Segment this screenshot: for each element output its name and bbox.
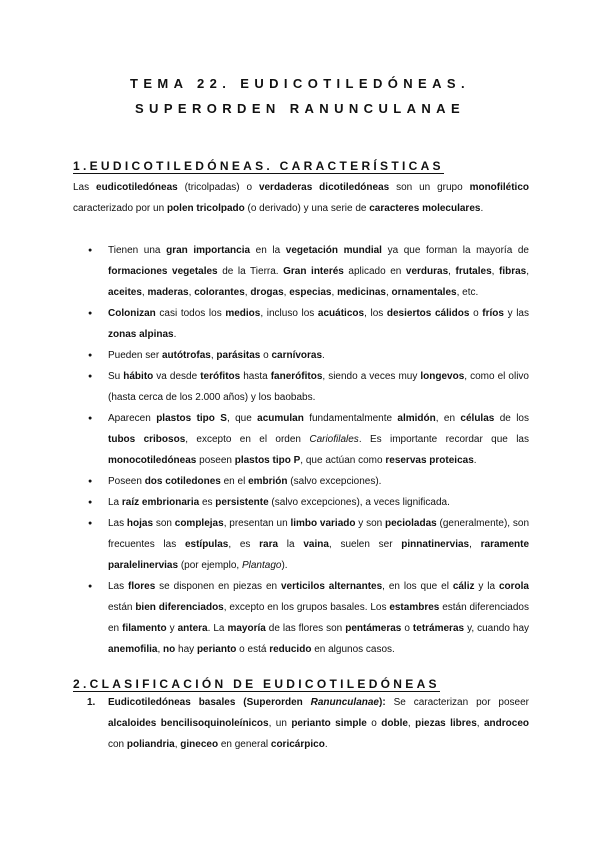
text-run: , que: [226, 413, 258, 424]
text-run: , un: [268, 718, 292, 729]
text-run: , suelen ser: [328, 539, 402, 550]
text-run: de los: [494, 413, 529, 424]
text-run: androceo: [484, 718, 530, 729]
text-run: medicinas: [337, 287, 386, 298]
text-run: ,: [385, 287, 392, 298]
text-run: desiertos cálidos: [386, 308, 470, 319]
text-run: , los: [364, 308, 387, 319]
text-run: hasta: [240, 371, 271, 382]
text-run: hábito: [123, 371, 154, 382]
text-run: reservas proteicas: [385, 455, 474, 466]
text-run: , en los que el: [382, 581, 453, 592]
text-run: y la: [474, 581, 499, 592]
text-run: caracterizado por un: [73, 203, 167, 214]
text-run: , incluso los: [260, 308, 318, 319]
text-run: coricárpico: [270, 739, 325, 750]
text-run: La: [108, 497, 122, 508]
text-run: Se caracterizan por poseer: [385, 697, 529, 708]
text-run: ya que forman la mayoría de: [381, 245, 529, 256]
text-run: longevos: [420, 371, 465, 382]
text-run: piezas libres: [415, 718, 477, 729]
text-run: terófitos: [200, 371, 241, 382]
text-run: hojas: [126, 518, 154, 529]
text-run: (generalmente), son frecuentes las: [108, 518, 530, 550]
text-run: ,: [407, 718, 416, 729]
text-run: de la Tierra.: [217, 266, 284, 277]
text-run: Su: [108, 371, 124, 382]
list-item: [73, 303, 529, 345]
text-run: almidón: [397, 413, 436, 424]
text-run: gineceo: [180, 739, 219, 750]
text-run: pinnatinervias: [401, 539, 470, 550]
text-run: se disponen en piezas en: [155, 581, 281, 592]
text-run: verduras: [405, 266, 449, 277]
classification-list: [73, 692, 529, 755]
text-run: (salvo excepciones).: [287, 476, 382, 487]
text-run: poseen: [196, 455, 235, 466]
document-title-line-1: TEMA 22. EUDICOTILEDÓNEAS.: [130, 76, 470, 91]
text-run: doble: [381, 718, 408, 729]
text-run: Eudicotiledóneas basales (Superorden: [108, 697, 311, 708]
text-run: .: [173, 329, 177, 340]
text-run: estambres: [389, 602, 440, 613]
text-run: caracteres moleculares: [369, 203, 481, 214]
list-item: [73, 366, 529, 408]
text-run: fundamentalmente: [303, 413, 398, 424]
text-run: fanerófitos: [270, 371, 323, 382]
text-run: , en: [435, 413, 461, 424]
text-run: corola: [498, 581, 529, 592]
text-run: (o derivado) y una serie de: [244, 203, 370, 214]
text-run: colorantes: [194, 287, 245, 298]
list-item: [73, 345, 529, 366]
text-run: en general: [218, 739, 271, 750]
text-run: ornamentales: [391, 287, 457, 298]
text-run: células: [460, 413, 495, 424]
text-run: estípulas: [184, 539, 229, 550]
list-item: [73, 692, 529, 755]
text-run: y, cuando hay: [464, 623, 530, 634]
section-1-heading: 1.EUDICOTILEDÓNEAS. CARACTERÍSTICAS: [73, 159, 444, 173]
text-run: hay: [175, 644, 197, 655]
text-run: ,: [244, 287, 251, 298]
text-run: drogas: [250, 287, 284, 298]
text-run: ,: [188, 287, 195, 298]
text-run: y: [166, 623, 178, 634]
text-run: rara: [259, 539, 279, 550]
section-1-intro: [73, 177, 529, 219]
text-run: ,: [491, 266, 499, 277]
text-run: ).: [281, 560, 288, 571]
text-run: polen tricolpado: [166, 203, 245, 214]
text-run: gran importancia: [166, 245, 251, 256]
text-run: son: [153, 518, 175, 529]
text-run: (por ejemplo,: [178, 560, 242, 571]
text-run: pecioladas: [385, 518, 437, 529]
text-run: Las: [108, 581, 129, 592]
text-run: frutales: [455, 266, 492, 277]
text-run: y las: [503, 308, 529, 319]
text-run: tubos cribosos: [108, 434, 186, 445]
text-run: están diferenciados en: [108, 602, 529, 634]
characteristics-list: [73, 240, 529, 660]
text-run: , siendo a veces muy: [322, 371, 421, 382]
text-run: aceites: [108, 287, 142, 298]
text-run: , es: [228, 539, 260, 550]
text-run: plastos tipo S: [156, 413, 227, 424]
list-item: [73, 471, 529, 492]
text-run: .: [473, 455, 477, 466]
text-run: , como el olivo (hasta cerca de los 2.000 años) y los baobabs.: [108, 371, 529, 403]
list-item: [73, 513, 529, 576]
section-2-heading: 2.CLASIFICACIÓN DE EUDICOTILEDÓNEAS: [73, 677, 440, 691]
text-run: Ranunculanae: [310, 697, 379, 708]
text-run: .: [322, 350, 325, 361]
list-item: [73, 576, 529, 660]
list-item: [73, 240, 529, 303]
text-run: ,: [331, 287, 338, 298]
text-run: vegetación mundial: [285, 245, 382, 256]
text-run: ,: [174, 739, 181, 750]
text-run: maderas: [147, 287, 189, 298]
text-run: ,: [448, 266, 456, 277]
text-run: Colonizan: [108, 308, 156, 319]
text-run: fríos: [482, 308, 504, 319]
text-run: autótrofas: [161, 350, 211, 361]
text-run: tetrámeras: [412, 623, 465, 634]
text-run: ,: [157, 644, 164, 655]
text-run: complejas: [174, 518, 224, 529]
text-run: verdaderas dicotiledóneas: [258, 182, 390, 193]
text-run: Gran interés: [283, 266, 344, 277]
text-run: ):: [379, 697, 386, 708]
text-run: , excepto en el orden: [185, 434, 310, 445]
text-run: y son: [355, 518, 385, 529]
text-run: o: [260, 350, 272, 361]
text-run: o: [366, 718, 382, 729]
text-run: mayoría: [227, 623, 266, 634]
text-run: anemofilia: [108, 644, 158, 655]
text-run: , presentan un: [223, 518, 291, 529]
text-run: dos cotiledones: [144, 476, 221, 487]
text-run: casi todos los: [155, 308, 226, 319]
text-run: en algunos casos.: [311, 644, 395, 655]
text-run: zonas alpinas: [108, 329, 174, 340]
text-run: embrión: [248, 476, 288, 487]
text-run: ,: [476, 718, 484, 729]
text-run: bien diferenciados: [135, 602, 224, 613]
text-run: Tienen una: [108, 245, 167, 256]
text-run: están: [108, 602, 136, 613]
text-run: plastos tipo P: [234, 455, 301, 466]
text-run: pentámeras: [345, 623, 402, 634]
text-run: , excepto en los grupos basales. Los: [223, 602, 390, 613]
text-run: de las flores son: [265, 623, 346, 634]
text-run: o está: [236, 644, 270, 655]
text-run: en el: [220, 476, 249, 487]
text-run: no: [163, 644, 176, 655]
text-run: en la: [250, 245, 286, 256]
text-run: . Es importante recordar que las: [358, 434, 529, 445]
text-run: antera: [177, 623, 208, 634]
text-run: Poseen: [108, 476, 145, 487]
text-run: Pueden ser: [108, 350, 162, 361]
list-item: [73, 408, 529, 471]
text-run: medios: [225, 308, 261, 319]
text-run: carnívoras: [271, 350, 323, 361]
text-run: ,: [526, 266, 529, 277]
text-run: eudicotiledóneas: [96, 182, 178, 193]
text-run: Cariofilales: [309, 434, 359, 445]
text-run: .: [324, 739, 328, 750]
text-run: filamento: [122, 623, 167, 634]
text-run: acumulan: [257, 413, 304, 424]
text-run: cáliz: [452, 581, 475, 592]
text-run: monofilético: [469, 182, 530, 193]
text-run: ,: [141, 287, 148, 298]
text-run: .: [480, 203, 484, 214]
text-run: ,: [469, 539, 481, 550]
text-run: especias: [289, 287, 332, 298]
text-run: verticilos alternantes: [280, 581, 383, 592]
text-run: vaina: [303, 539, 329, 550]
text-run: con: [108, 739, 127, 750]
text-run: Aparecen: [108, 413, 157, 424]
text-run: alcaloides bencilisoquinoleínicos: [108, 718, 269, 729]
text-run: perianto: [196, 644, 237, 655]
text-run: ,: [283, 287, 290, 298]
text-run: persistente: [215, 497, 269, 508]
text-run: parásitas: [216, 350, 261, 361]
text-run: poliandria: [126, 739, 175, 750]
text-run: , etc.: [456, 287, 479, 298]
text-run: raramente paralelinervias: [108, 539, 529, 571]
text-run: monocotiledóneas: [108, 455, 197, 466]
text-run: o: [401, 623, 413, 634]
text-run: la: [278, 539, 304, 550]
text-run: limbo variado: [290, 518, 356, 529]
text-run: acuáticos: [317, 308, 365, 319]
list-number: 1.: [87, 697, 96, 708]
text-run: . La: [207, 623, 228, 634]
text-run: son un grupo: [389, 182, 470, 193]
text-run: aplicado en: [343, 266, 406, 277]
text-run: va desde: [153, 371, 201, 382]
text-run: formaciones vegetales: [108, 266, 218, 277]
text-run: (salvo excepciones), a veces lignificada.: [268, 497, 450, 508]
text-run: raíz embrionaria: [121, 497, 200, 508]
text-run: Plantago: [241, 560, 282, 571]
text-run: Las: [108, 518, 127, 529]
text-run: o: [469, 308, 483, 319]
text-run: flores: [128, 581, 156, 592]
list-item: [73, 492, 529, 513]
text-run: , que actúan como: [300, 455, 386, 466]
text-run: Las: [73, 182, 97, 193]
text-run: fibras: [498, 266, 527, 277]
text-run: (tricolpadas) o: [177, 182, 259, 193]
text-run: reducido: [269, 644, 312, 655]
text-run: es: [199, 497, 216, 508]
document-title-line-2: SUPERORDEN RANUNCULANAE: [134, 101, 466, 116]
text-run: ,: [210, 350, 217, 361]
text-run: perianto simple: [291, 718, 367, 729]
